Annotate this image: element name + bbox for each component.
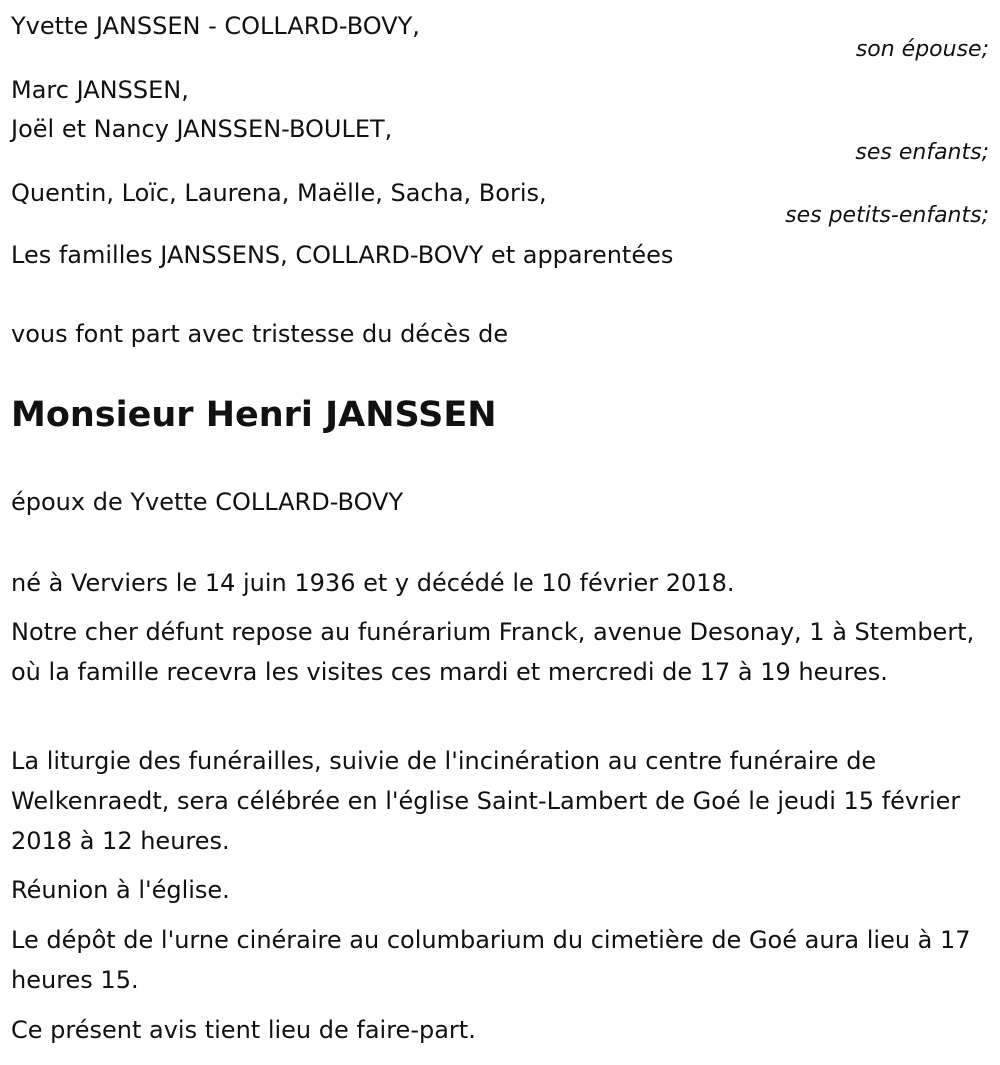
liturgy-paragraph: La liturgie des funérailles, suivie de l'incinération au centre funéraire de Welkenraedt, sera célébrée en l'église Saint-Lambert de Goé le jeudi 15 février 2018 à 12 heures. <box>11 747 961 855</box>
spouse-role: son épouse; <box>855 37 989 62</box>
meeting-paragraph: Réunion à l'église. <box>11 876 230 904</box>
deceased-name: Monsieur Henri JANSSEN <box>11 395 497 435</box>
notice-paragraph: Ce présent avis tient lieu de faire-part. <box>11 1016 476 1044</box>
grandchildren: Quentin, Loïc, Laurena, Maëlle, Sacha, Boris, <box>11 179 547 207</box>
spouse-name: Yvette JANSSEN - COLLARD-BOVY, <box>11 12 420 40</box>
families-line: Les familles JANSSENS, COLLARD-BOVY et apparentées <box>11 241 674 269</box>
children-role: ses enfants; <box>855 140 989 165</box>
deceased-spouse-line: époux de Yvette COLLARD-BOVY <box>11 488 404 516</box>
grandchildren-role: ses petits-enfants; <box>785 203 989 228</box>
announcement-text: vous font part avec tristesse du décès de <box>11 320 509 348</box>
funerarium-paragraph: Notre cher défunt repose au funérarium Franck, avenue Desonay, 1 à Stembert, où la famille recevra les visites ces mardi et mercredi de 17 à 19 heures. <box>11 618 975 686</box>
birth-death-paragraph: né à Verviers le 14 juin 1936 et y décédé le 10 février 2018. <box>11 569 735 597</box>
child-1: Marc JANSSEN, <box>11 76 189 104</box>
urn-paragraph: Le dépôt de l'urne cinéraire au columbarium du cimetière de Goé aura lieu à 17 heures 15. <box>11 926 971 994</box>
child-2: Joël et Nancy JANSSEN-BOULET, <box>11 115 393 143</box>
